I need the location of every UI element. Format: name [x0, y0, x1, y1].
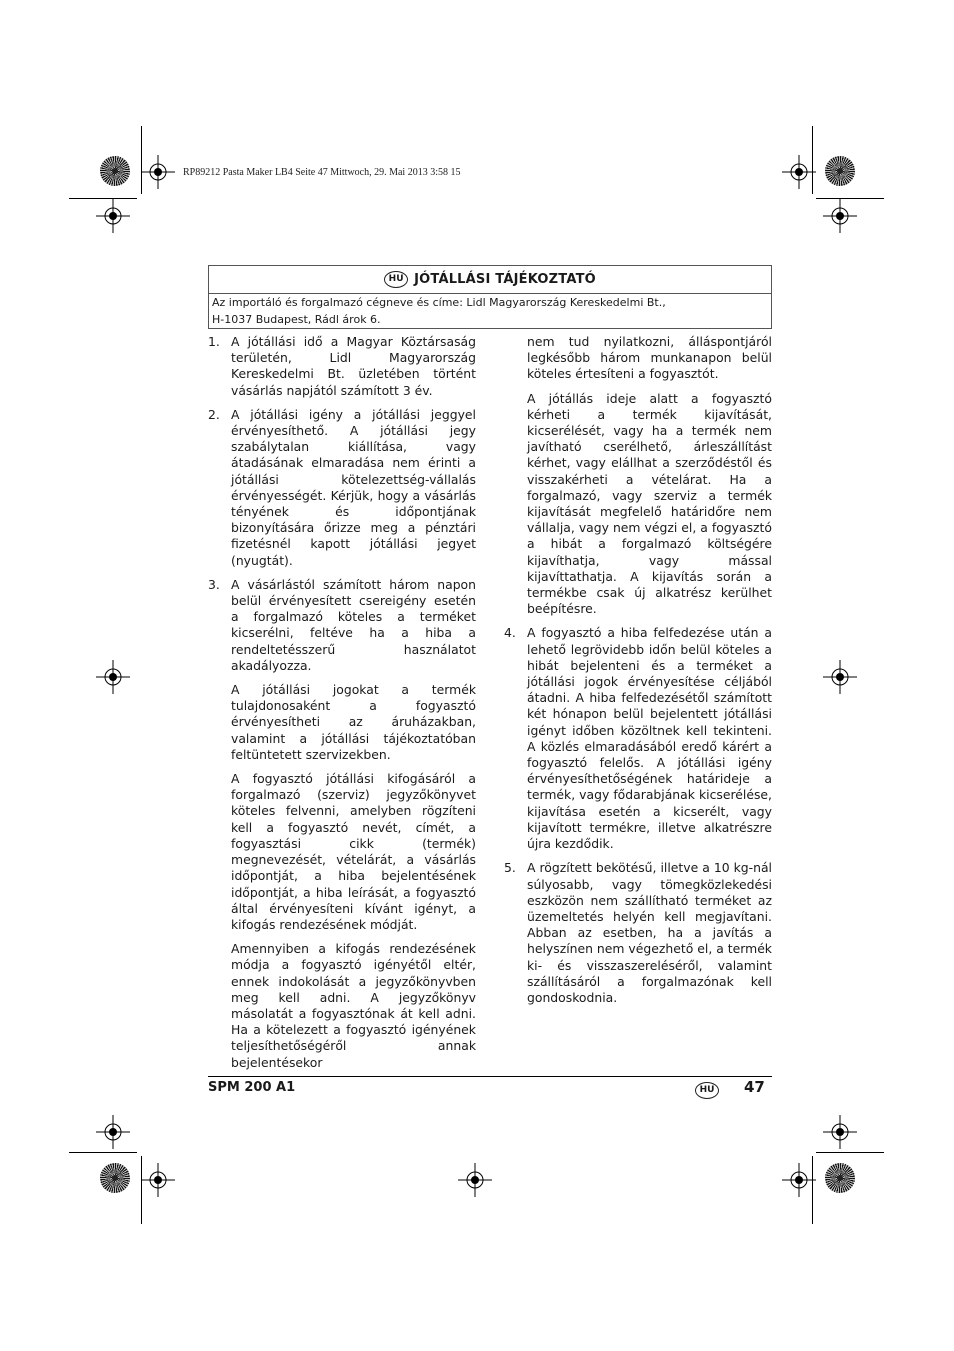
item-number: 4. [504, 625, 516, 641]
list-item [504, 625, 772, 852]
hu-language-badge: HU [695, 1082, 719, 1099]
registration-mark [823, 660, 857, 694]
section-title: JÓTÁLLÁSI TÁJÉKOZTATÓ [414, 272, 596, 287]
hu-language-badge: HU [384, 271, 408, 288]
registration-mark [96, 660, 130, 694]
item-text: A fogyasztó a hiba felfedezése után a lehető legrövidebb időn belül köteles a hibát bejelenteni és a terméket a jótállási jogok érvényesítése céljából átadni. A hiba felfedezésétől számított két hónapon belül bejelentett jótállási igényt időben közöltnek kell tekinteni. A közlés elmaradásából eredő kárért a fogyasztó felelős. A jótállási igény érvényesíthetőségének határideje a termék, vagy fődarabjának kicserélése, kijavítása esetén a kicserélt, vagy kijavított termékre, illetve alkatrészre újra kezdődik. [527, 625, 772, 852]
list-item [504, 860, 772, 1006]
crop-mark [69, 1152, 137, 1153]
color-rosette-top-right [825, 156, 855, 186]
registration-mark [823, 1115, 857, 1149]
registration-mark [141, 155, 175, 189]
color-rosette-top-left [100, 156, 130, 186]
color-rosette-bottom-right [825, 1163, 855, 1193]
crop-mark [816, 1152, 884, 1153]
item-text: A jótállási igény a jótállási jeggyel érvényesíthető. A jótállási jegy szabálytalan kiállítása, vagy átadásának elmaradása nem érinti a jótállási kötelezettség-vállalás érvényességét. Kérjük, hogy a vásárlás tényének és időpontjának bizonyítására őrizze meg a pénztári fizetésnél kapott jótállási jegyet (nyugtát). [231, 406, 476, 568]
importer-line-1: Az importáló és forgalmazó cégneve és címe: Lidl Magyarország Kereskedelmi Bt., [212, 296, 666, 309]
list-item [208, 407, 476, 569]
registration-mark [458, 1163, 492, 1197]
right-column [504, 334, 772, 1014]
item-number: 5. [504, 860, 516, 876]
registration-mark [782, 155, 816, 189]
model-number: SPM 200 A1 [208, 1080, 296, 1095]
color-rosette-bottom-left [100, 1163, 130, 1193]
item-paragraph: nem tud nyilatkozni, álláspontjáról legkésőbb három munkanapon belül köteles értesíteni a fogyasztót. [527, 334, 772, 382]
registration-mark [823, 199, 857, 233]
item-text: A rögzített bekötésű, illetve a 10 kg-nál súlyosabb, vagy tömegközlekedési eszközön nem szállítható terméket az üzemeltetés helyén kell megjavítani. Abban az esetben, ha a javítás a helyszínen nem végezhető el, a termék ki- és visszaszereléséről, valamint szállításáról a forgalmazónak kell gondoskodnia. [527, 860, 772, 1005]
list-item [208, 334, 476, 399]
item-number: 3. [208, 576, 220, 592]
item-paragraph: Amennyiben a kifogás rendezésének módja a fogyasztó igényétől eltér, ennek indokolását a jegyzőkönyvben meg kell adni. A jegyzőkönyv másolatát a fogyasztónak át kell adni. Ha a kötelezett a fogyasztó igényének teljesíthetőségéről annak bejelentésekor [231, 941, 476, 1070]
item-paragraph: A jótállás ideje alatt a fogyasztó kérheti a termék kijavítását, kicserélését, vagy ha a termék nem javítható cserélhető, árleszállítást kérhet, vagy elállhat a szerződéstől és visszakérheti a vételárat. Ha a forgalmazó, vagy szerviz a termék kijavítását megfelelő határidőre nem vállalja, vagy nem végzi el, a fogyasztó a hibát a forgalmazó költségére kijavíthatja, vagy mással kijavíttathatja. A kijavítás során a termékbe csak új alkatrész kerülhet beépítésre. [527, 390, 772, 617]
registration-mark [141, 1163, 175, 1197]
item-number: 1. [208, 334, 220, 349]
info-box-heading [209, 266, 771, 294]
footer-rule [208, 1076, 772, 1077]
print-info-line: RP89212 Pasta Maker LB4 Seite 47 Mittwoch, 29. Mai 2013 3:58 15 [183, 167, 461, 178]
item-text: A vásárlástól számított három napon belül érvényesített csereigény esetén a forgalmazó köteles a terméket kicserélni, feltéve ha a hiba a rendeltetésszerű használatot akadályozza. [231, 576, 476, 673]
page-number: 47 [744, 1078, 765, 1096]
item-number: 2. [208, 406, 220, 422]
warranty-info-box [208, 265, 772, 329]
item-paragraph: A fogyasztó jótállási kifogásáról a forgalmazó (szerviz) jegyzőkönyvet köteles felvenni, amelyben rögzíteni kell a fogyasztó nevét, címét, a fogyasztási cikk (termék) megnevezését, vételárát, a vásárlás időpontját, a hiba bejelentésének időpontját, a hiba leírását, a fogyasztó által érvényesíteni kívánt igényt, a kifogás rendezésének módját. [231, 771, 476, 932]
item-paragraph: A jótállási jogokat a termék tulajdonosaként a fogyasztó érvényesítheti az áruházakban, valamint a jótállási tájékoztatóban feltüntetett szervizekben. [231, 682, 476, 762]
left-column [208, 334, 476, 1079]
list-item [208, 577, 476, 1071]
registration-mark [96, 199, 130, 233]
registration-mark [96, 1115, 130, 1149]
registration-mark [782, 1163, 816, 1197]
item-3-continuation [504, 334, 772, 617]
item-text: A jótállási idő a Magyar Köztársaság területén, Lidl Magyarország Kereskedelmi Bt. üzletében történt vásárlás napjától számított 3 év. [231, 334, 476, 398]
importer-line-2: H-1037 Budapest, Rádl árok 6. [212, 313, 381, 326]
